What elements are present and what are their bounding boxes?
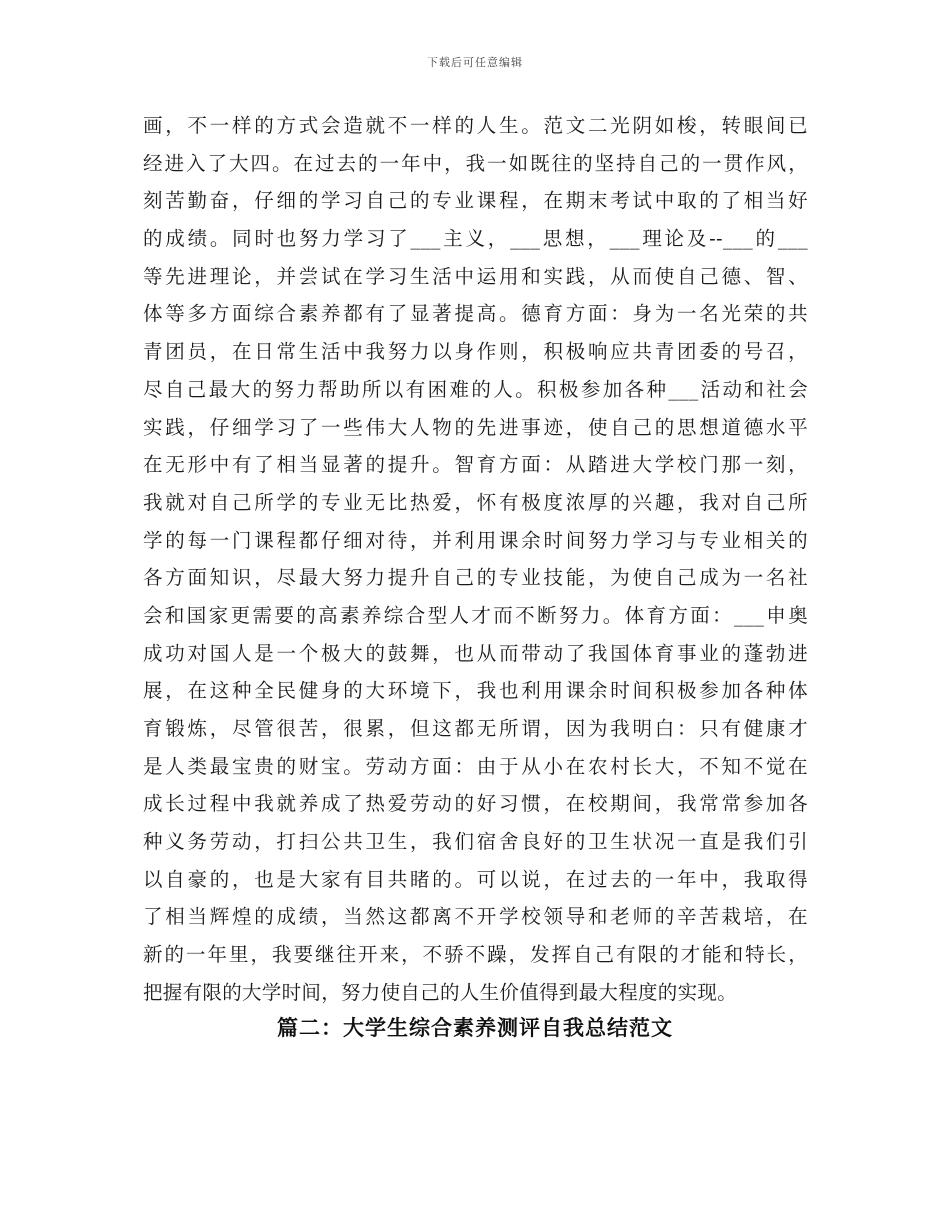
text-line: 我就对自己所学的专业无比热爱，怀有极度浓厚的兴趣，我对自己所 [143, 490, 808, 514]
text-line: 在无形中有了相当显著的提升。智育方面：从踏进大学校门那一刻， [143, 453, 808, 477]
page-header-note: 下载后可任意编辑 [427, 56, 523, 69]
text-line: 种义务劳动，打扫公共卫生，我们宿舍良好的卫生状况一直是我们引 [143, 830, 808, 854]
text-line: 体等多方面综合素养都有了显著提高。德育方面：身为一名光荣的共 [143, 302, 808, 326]
text-line: 经进入了大四。在过去的一年中，我一如既往的坚持自己的一贯作风， [143, 151, 808, 175]
text-line: 各方面知识，尽最大努力提升自己的专业技能，为使自己成为一名社 [143, 566, 808, 590]
text-line: 学的每一门课程都仔细对待，并利用课余时间努力学习与专业相关的 [143, 528, 808, 552]
text-line: 成长过程中我就养成了热爱劳动的好习惯，在校期间，我常常参加各 [143, 792, 808, 816]
text-line: 是人类最宝贵的财宝。劳动方面：由于从小在农村长大，不知不觉在 [143, 754, 808, 778]
body-paragraph [143, 107, 808, 1012]
text-line: 等先进理论，并尝试在学习生活中运用和实践，从而使自己德、智、 [143, 264, 808, 288]
text-line: 以自豪的，也是大家有目共睹的。可以说，在过去的一年中，我取得 [143, 867, 808, 891]
text-line: 新的一年里，我要继往开来，不骄不躁，发挥自己有限的才能和特长， [143, 943, 808, 967]
text-line: 育锻炼，尽管很苦，很累，但这都无所谓，因为我明白：只有健康才 [143, 717, 808, 740]
text-line: 实践，仔细学习了一些伟大人物的先进事迹，使自己的思想道德水平 [143, 415, 808, 439]
text-line: 的成绩。同时也努力学习了___主义，___思想，___理论及--___的___ [143, 227, 808, 251]
text-line: 展，在这种全民健身的大环境下，我也利用课余时间积极参加各种体 [143, 679, 808, 703]
text-line: 刻苦勤奋，仔细的学习自己的专业课程，在期末考试中取的了相当好 [143, 189, 808, 213]
text-line: 画，不一样的方式会造就不一样的人生。范文二光阴如梭，转眼间已 [143, 114, 808, 137]
text-line: 把握有限的大学时间，努力使自己的人生价值得到最大程度的实现。 [143, 980, 738, 1004]
text-line: 了相当辉煌的成绩，当然这都离不开学校领导和老师的辛苦栽培，在 [143, 905, 808, 929]
text-line: 成功对国人是一个极大的鼓舞，也从而带动了我国体育事业的蓬勃进 [143, 641, 808, 665]
text-line: 尽自己最大的努力帮助所以有困难的人。积极参加各种___活动和社会 [143, 377, 808, 401]
text-line: 青团员，在日常生活中我努力以身作则，积极响应共青团委的号召， [143, 340, 808, 364]
section-heading: 篇二：大学生综合素养测评自我总结范文 [277, 1015, 673, 1040]
text-line: 会和国家更需要的高素养综合型人才而不断努力。体育方面：___申奥 [143, 603, 808, 627]
